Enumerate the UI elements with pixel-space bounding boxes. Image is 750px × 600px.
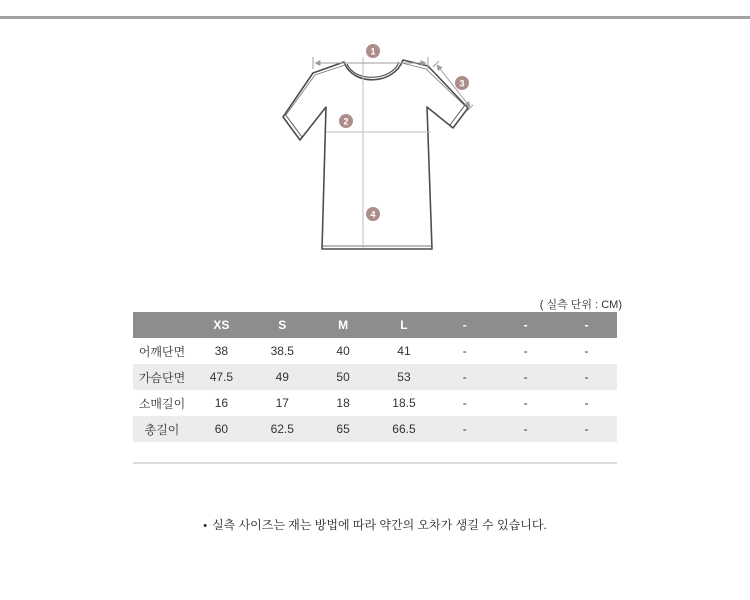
size-column-header-empty-1: - (434, 312, 495, 338)
table-row-shoulder (133, 338, 617, 364)
table-row-chest (133, 364, 617, 390)
cell-value: 40 (336, 344, 350, 358)
row-label: 총길이 (144, 422, 180, 437)
marker-4-length (366, 207, 380, 221)
cell-value: - (584, 396, 589, 410)
cell-value: 38.5 (270, 344, 294, 358)
marker-1-shoulder (366, 44, 380, 58)
size-column-header-xs: XS (191, 312, 252, 338)
cell-value: 41 (397, 344, 411, 358)
cell-value: - (523, 422, 528, 436)
row-label: 어깨단면 (138, 344, 186, 359)
measurement-unit-note: ( 실측 단위 : CM) (539, 299, 622, 311)
cell-value: - (462, 422, 467, 436)
size-column-header-blank (133, 312, 191, 338)
footnote (0, 516, 750, 533)
cell-value: - (523, 370, 528, 384)
size-column-header-empty-2: - (495, 312, 556, 338)
row-label: 소매길이 (138, 396, 186, 411)
cell-value: - (462, 344, 467, 358)
size-column-header-s: S (252, 312, 313, 338)
marker-3-sleeve (455, 76, 469, 90)
cell-value: 66.5 (392, 422, 416, 436)
marker-1-label: 1 (370, 46, 376, 57)
cell-value: - (584, 344, 589, 358)
size-column-header-empty-3: - (556, 312, 617, 338)
cell-value: 17 (275, 396, 289, 410)
cell-value: 18.5 (392, 396, 416, 410)
table-row-length (133, 416, 617, 442)
cell-value: - (523, 396, 528, 410)
cell-value: 53 (397, 370, 411, 384)
cell-value: - (523, 344, 528, 358)
marker-2-label: 2 (343, 116, 349, 127)
cell-value: 62.5 (270, 422, 294, 436)
size-column-header-m: M (313, 312, 374, 338)
cell-value: - (584, 422, 589, 436)
table-bottom-divider (133, 462, 617, 464)
row-label: 가슴단면 (138, 370, 186, 385)
cell-value: - (462, 396, 467, 410)
marker-2-chest (339, 114, 353, 128)
cell-value: 16 (214, 396, 229, 410)
cell-value: 18 (336, 396, 350, 410)
marker-4-label: 4 (370, 209, 376, 220)
footnote-text: 실측 사이즈는 재는 방법에 따라 약간의 오차가 생길 수 있습니다. (212, 518, 547, 532)
cell-value: - (462, 370, 467, 384)
top-divider (0, 16, 750, 19)
footnote-bullet: • (203, 520, 208, 532)
cell-value: 60 (214, 422, 229, 436)
cell-value: 50 (336, 370, 350, 384)
tshirt-measurement-diagram (268, 32, 488, 262)
size-column-header-l: L (374, 312, 435, 338)
cell-value: 49 (275, 370, 289, 384)
marker-3-label: 3 (459, 78, 465, 89)
cell-value: 38 (214, 344, 229, 358)
size-table-header-row (133, 312, 617, 338)
cell-value: 47.5 (209, 370, 234, 384)
tshirt-outline (283, 60, 468, 249)
size-table (133, 312, 617, 442)
table-row-sleeve (133, 390, 617, 416)
cell-value: 65 (336, 422, 350, 436)
cell-value: - (584, 370, 589, 384)
